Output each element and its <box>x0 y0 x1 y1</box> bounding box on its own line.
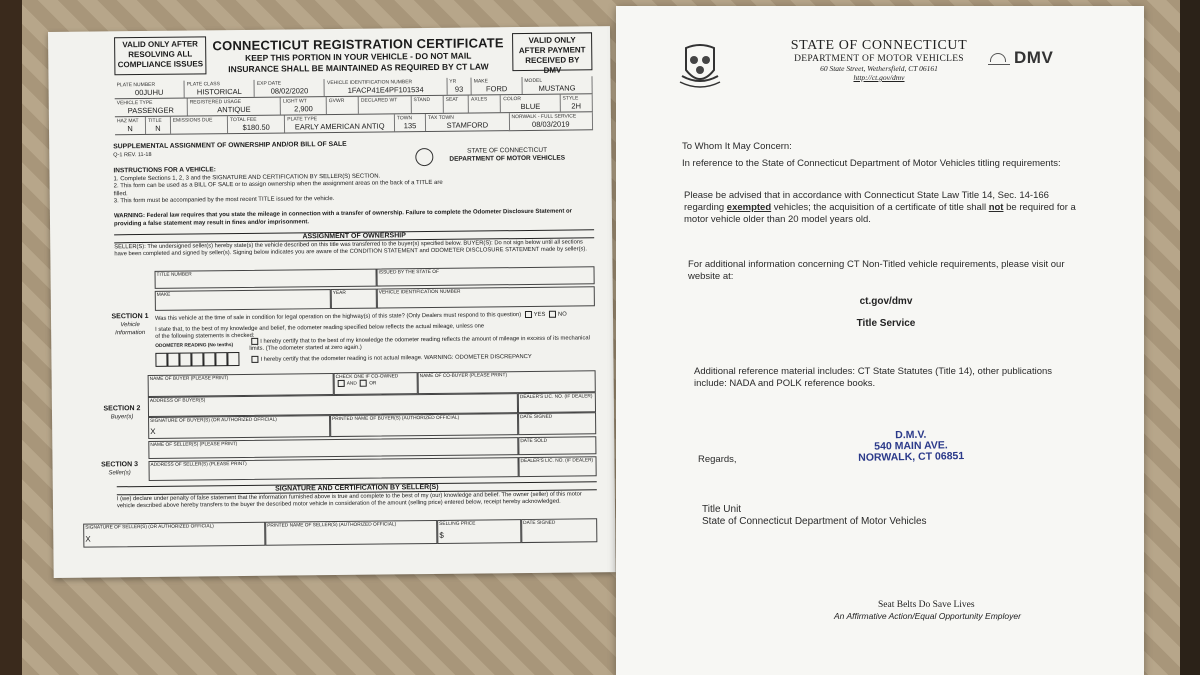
section-2-title: SECTION 2 <box>103 405 141 413</box>
letterhead-dept: DEPARTMENT OF MOTOR VEHICLES <box>794 54 964 64</box>
field-label: PLATE CLASS <box>186 81 220 88</box>
seller-name-field[interactable]: NAME OF SELLER(S) (PLEASE PRINT) <box>148 437 518 459</box>
paragraph-2-a: Please be advised that in accordance with Connecticut State Law Title 14, Sec. 14-166 regarding <box>684 190 1049 213</box>
light-weight: 2,900 <box>294 104 313 114</box>
background-edge-left <box>0 0 22 675</box>
paragraph-2-c: be required for a motor vehicle older than 20 model years old. <box>684 202 1076 225</box>
letterhead-state: STATE OF CONNECTICUT <box>790 38 968 53</box>
section-3-sub: Seller(s) <box>108 470 131 477</box>
title-flag: N <box>155 123 161 133</box>
year: 93 <box>454 84 464 94</box>
plate-type: EARLY AMERICAN ANTIQ <box>294 121 385 132</box>
and-label: AND <box>346 381 357 387</box>
bill-of-sale-title: SUPPLEMENTAL ASSIGNMENT OF OWNERSHIP AND/OR BILL OF SALE <box>113 140 347 151</box>
dmv-letter <box>616 6 1144 675</box>
seller-dealer-lic-field[interactable]: DEALER'S LIC. NO. (IF DEALER) <box>518 456 596 477</box>
footer-seat-belts: Seat Belts Do Save Lives <box>878 600 975 610</box>
seller-printed-name-field[interactable]: PRINTED NAME OF SELLER(S) (AUTHORIZED OFFICIAL) <box>265 520 437 546</box>
regards: Regards, <box>698 454 737 465</box>
seller-date-signed-field[interactable]: DATE SIGNED <box>521 518 597 543</box>
odometer-reading-boxes[interactable] <box>155 352 239 367</box>
field-label: TAX TOWN <box>427 114 454 122</box>
co-owned-label: CHECK ONE IF CO-OWNED <box>335 374 399 381</box>
field-label: TITLE <box>148 117 162 124</box>
instruction-item: 3. This form must be accompanied by the most recent TITLE issued for the vehicle. <box>113 196 335 205</box>
buyer-x-mark: X <box>150 426 156 436</box>
buyer-signature-field[interactable] <box>148 415 330 439</box>
website-link[interactable]: ct.gov/dmv <box>859 296 913 307</box>
field-label: VEHICLE IDENTIFICATION NUMBER <box>326 79 413 87</box>
field-label: STAND <box>413 97 431 104</box>
legal-operation-question <box>155 310 595 323</box>
buyer-name-field[interactable]: NAME OF BUYER (PLEASE PRINT) <box>148 373 334 397</box>
paragraph-2-b: vehicles; the acquisition of a certificate of title shall <box>771 202 989 213</box>
selling-price-field[interactable] <box>437 519 521 544</box>
registration-row-3 <box>115 112 593 135</box>
yes-checkbox[interactable] <box>525 311 532 318</box>
assignment-head: ASSIGNMENT OF OWNERSHIP <box>114 229 594 243</box>
dmv-logo-icon <box>988 51 1010 65</box>
paragraph-1: In reference to the State of Connecticut Department of Motor Vehicles titling requirements: <box>682 158 1061 169</box>
field-label: YR <box>449 78 457 85</box>
field-label: EXP DATE <box>256 80 282 87</box>
co-buyer-field[interactable]: NAME OF CO-BUYER (PLEASE PRINT) <box>418 370 596 394</box>
registration-form <box>48 26 616 578</box>
exp-date: 08/02/2020 <box>270 86 309 96</box>
paragraph-4: Additional reference material includes: CT State Statutes (Title 14), other publications include: NADA and POLK reference books. <box>694 366 1053 389</box>
seller-address-field[interactable]: ADDRESS OF SELLER(S) (PLEASE PRINT) <box>148 457 518 481</box>
legal-question-text: Was this vehicle at the time of sale in condition for legal operation on the highway(s) of this state? (Only Dealers must respond to this question) <box>154 312 522 322</box>
haz-mat: N <box>127 124 133 134</box>
field-label: TOWN <box>396 115 413 122</box>
stamp-line-3: NORWALK, CT 06851 <box>858 450 965 464</box>
dollar-sign: $ <box>439 530 444 540</box>
section-2-sub: Buyer(s) <box>110 414 134 421</box>
registration-subtitle-2: INSURANCE SHALL BE MAINTAINED AS REQUIRED BY CT LAW <box>228 61 489 75</box>
make: FORD <box>485 84 508 94</box>
vehicle-type: PASSENGER <box>127 105 174 116</box>
odometer-not-actual-checkbox[interactable] <box>251 356 258 363</box>
town: 135 <box>403 121 417 131</box>
section-1-title: SECTION 1 <box>111 312 149 321</box>
model: MUSTANG <box>538 83 576 93</box>
odometer-statement: I state that, to the best of my knowledge and belief, the odometer reading specified below reflects the actual mileage, unless one of the following statements is checked: <box>155 323 485 340</box>
instructions-head: INSTRUCTIONS FOR A VEHICLE: <box>113 166 216 175</box>
selling-price-label: SELLING PRICE <box>439 521 476 527</box>
background-edge-right <box>1180 0 1200 675</box>
odometer-option-1 <box>249 334 595 353</box>
and-checkbox[interactable] <box>338 380 345 387</box>
field-label: TOTAL FEE <box>229 116 257 124</box>
registration-subtitle-1: KEEP THIS PORTION IN YOUR VEHICLE - DO NOT MAIL <box>245 50 472 63</box>
title-number-field[interactable]: TITLE NUMBER <box>155 269 377 289</box>
stamp-line-1: D.M.V. <box>895 428 927 442</box>
issued-by-field[interactable]: ISSUED BY THE STATE OF <box>376 266 594 286</box>
buyer-printed-name-field[interactable]: PRINTED NAME OF BUYER(S) (AUTHORIZED OFFICIAL) <box>330 413 518 437</box>
assignment-text: SELLER(S): The undersigned seller(s) hereby state(s) the vehicle described on this title was transferred to the buyer(s) specified below. BUYER(S): Do not sign below until all sections have been completed and signed by seller(s). Signing below indicates you are aware of the CONDITION STATEMENT and ODOMETER DISCLOSURE STATEMENT made by seller(s). <box>114 239 587 258</box>
paragraph-2 <box>684 190 1076 226</box>
title-service: Title Service <box>856 318 916 329</box>
dept-small-header <box>449 147 565 164</box>
state-crest-icon <box>678 42 722 90</box>
payment-box: VALID ONLY AFTER PAYMENT RECEIVED BY DMV <box>512 32 592 71</box>
field-label: VEHICLE TYPE <box>116 99 153 107</box>
mileage-warning: WARNING: Federal law requires that you state the mileage in connection with a transfer of ownership. Failure to complete the Odometer Disclosure Statement or providing a false statement may result in fines and/or imprisonment. <box>113 208 573 227</box>
tax-town: STAMFORD <box>446 120 489 130</box>
field-label: PLATE NUMBER <box>116 81 156 89</box>
make-field[interactable]: MAKE <box>155 289 331 311</box>
signature-line-2: State of Connecticut Department of Motor Vehicles <box>702 516 927 527</box>
field-label: DECLARED WT <box>360 97 398 104</box>
buyer-address-field[interactable]: ADDRESS OF BUYER(S) <box>148 393 518 417</box>
odometer-label: ODOMETER READING (No tenths) <box>155 343 234 349</box>
field-label: COLOR <box>503 96 522 103</box>
section-1-label <box>107 313 153 337</box>
seller-x-mark: X <box>85 534 91 544</box>
odometer-limit-checkbox[interactable] <box>251 338 258 345</box>
vin-field[interactable]: VEHICLE IDENTIFICATION NUMBER <box>377 286 595 308</box>
signature-certification-head: SIGNATURE AND CERTIFICATION BY SELLER(S) <box>117 481 597 495</box>
or-label: OR <box>369 381 377 387</box>
state-small: STATE OF CONNECTICUT <box>467 146 548 155</box>
letterhead <box>734 38 1024 82</box>
footer-employer: An Affirmative Action/Equal Opportunity Employer <box>834 611 1021 621</box>
paragraph-2-not: not <box>988 202 1004 213</box>
registration-title: CONNECTICUT REGISTRATION CERTIFICATE <box>212 35 504 54</box>
form-number: Q-1 REV. 11-18 <box>113 151 152 159</box>
instruction-item: 1. Complete Sections 1, 2, 3 and the SIGNATURE AND CERTIFICATION BY SELLER(S) SECTION. <box>113 173 381 182</box>
field-label: MODEL <box>524 77 543 85</box>
section-2-label <box>96 405 148 422</box>
field-label: MAKE <box>473 78 488 85</box>
year-field[interactable]: YEAR <box>331 289 377 309</box>
seller-signature-label: SIGNATURE OF SELLER(S) (OR AUTHORIZED OFFICIAL) <box>85 524 214 531</box>
registration-header <box>208 35 508 75</box>
signature-certification-text: I (we) declare under penalty of false statement that the information furnished above is true and complete to the best of my (our) knowledge and belief. The owner (seller) of this motor vehicle described above hereby transfers to the buyer the described motor vehicle in consideration of the amount (selling price) entered below, receipt hereby acknowledged. <box>116 491 582 510</box>
salutation: To Whom It May Concern: <box>682 141 792 152</box>
field-label: GVWR <box>328 97 345 105</box>
dept-small: DEPARTMENT OF MOTOR VEHICLES <box>449 154 566 163</box>
registration-grid <box>115 76 594 135</box>
field-label: AXLES <box>470 96 488 103</box>
field-label: LIGHT WT <box>282 98 307 105</box>
vin: 1FACP41E4PF101534 <box>347 85 424 95</box>
buyer-date-signed-field[interactable]: DATE SIGNED <box>518 412 596 435</box>
color: BLUE <box>520 101 541 112</box>
compliance-box: VALID ONLY AFTER RESOLVING ALL COMPLIANCE ISSUES <box>114 36 206 75</box>
odometer-limit-text: I hereby certify that to the best of my knowledge the odometer reading reflects the amount of mileage in excess of its mechanical limits. (The odometer started at zero again.) <box>249 335 590 352</box>
paragraph-2-exempted: exempted <box>726 202 772 213</box>
plate-number: 00JUHU <box>134 87 164 98</box>
registered-usage: ANTIQUE <box>217 104 251 115</box>
instruction-item: 2. This form can be used as a BILL OF SALE or to assign ownership when the assignment areas on the back of a TITLE are filled. <box>113 179 443 197</box>
field-label: EMISSIONS DUE <box>172 117 213 124</box>
dmv-logo <box>988 48 1053 68</box>
field-label: NORWALK - FULL SERVICE <box>511 113 577 121</box>
field-label: PLATE TYPE <box>287 116 318 123</box>
section-1-sub: Vehicle Information <box>115 322 146 337</box>
field-label: HAZ MAT <box>116 118 139 125</box>
paragraph-3: For additional information concerning CT Non-Titled vehicle requirements, please visit our website at: <box>688 259 1065 282</box>
letterhead-address: 60 State Street, Wethersfield, CT 06161 <box>820 64 938 73</box>
total-fee: $180.50 <box>242 122 270 132</box>
field-label: STYLE <box>562 95 579 102</box>
yes-label: YES <box>533 311 546 318</box>
buyer-dealer-lic-field[interactable]: DEALER'S LIC. NO. (IF DEALER) <box>518 392 596 413</box>
or-checkbox[interactable] <box>360 380 367 387</box>
instructions <box>113 164 443 206</box>
letterhead-url[interactable]: http://ct.gov/dmv <box>853 73 905 82</box>
section-3-label <box>91 461 149 478</box>
section-3-title: SECTION 3 <box>101 461 139 469</box>
field-label: REGISTERED USAGE <box>189 98 242 106</box>
issue-date: 08/03/2019 <box>531 119 570 129</box>
dmv-logo-text: DMV <box>1014 48 1054 67</box>
seller-signature-field[interactable] <box>83 522 265 548</box>
no-label: NO <box>557 311 567 318</box>
odometer-not-actual-text: I hereby certify that the odometer reading is not actual mileage. WARNING: ODOMETER DISCREPANCY <box>260 353 532 363</box>
signature-line-1: Title Unit <box>702 504 742 515</box>
dmv-stamp <box>858 429 965 464</box>
stamp-line-2: 540 MAIN AVE. <box>874 439 948 453</box>
field-label: SEAT <box>445 96 459 103</box>
no-checkbox[interactable] <box>549 311 556 318</box>
buyer-signature-label: SIGNATURE OF BUYER(S) (OR AUTHORIZED OFFICIAL) <box>150 417 277 424</box>
odometer-option-2 <box>249 352 595 364</box>
date-sold-field[interactable]: DATE SOLD <box>518 436 596 455</box>
plate-class: HISTORICAL <box>196 86 242 97</box>
style: 2H <box>571 101 582 111</box>
co-owned-field <box>334 372 418 395</box>
